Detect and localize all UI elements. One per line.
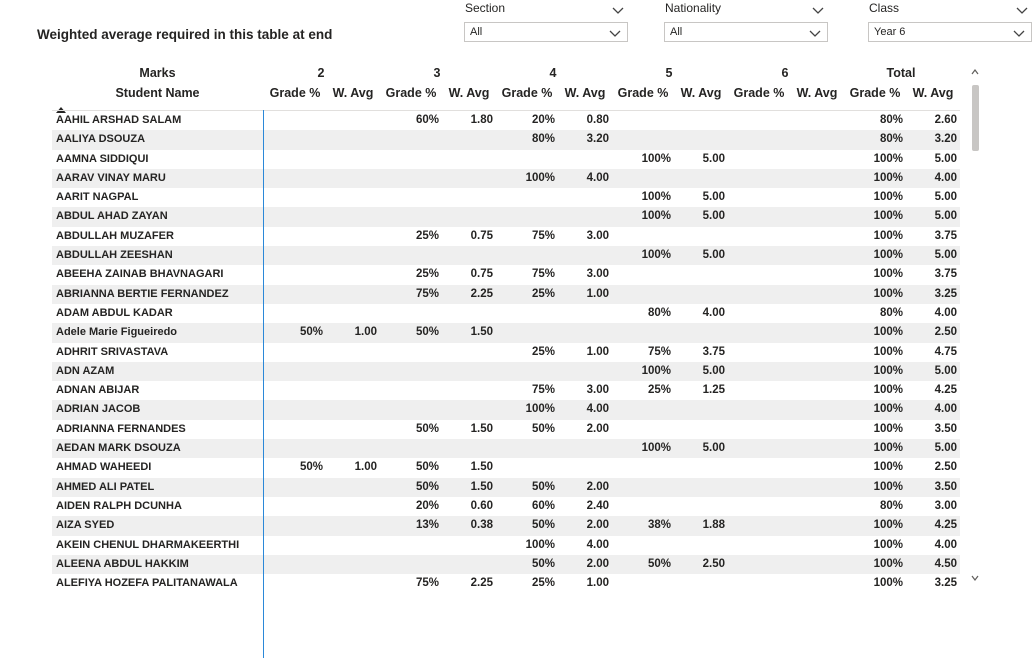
page-title: Weighted average required in this table at end (37, 27, 333, 42)
wavg-cell: 3.00 (586, 384, 609, 397)
grade-pct-cell: 100% (873, 345, 903, 358)
class-dropdown-value: Year 6 (874, 26, 906, 38)
wavg-cell: 1.00 (586, 577, 609, 590)
student-name-cell: ABDUL AHAD ZAYAN (56, 210, 168, 223)
wavg-cell: 2.25 (470, 287, 493, 300)
grade-pct-cell: 60% (531, 499, 555, 512)
wavg-cell: 4.00 (934, 538, 957, 551)
table-row[interactable] (52, 169, 960, 188)
wavg-cell: 3.50 (934, 480, 957, 493)
slicer-nationality-label: Nationality (665, 1, 722, 15)
slicer-section-label: Section (465, 1, 506, 15)
table-row[interactable] (52, 207, 960, 226)
table-row[interactable] (52, 400, 960, 419)
section-dropdown[interactable] (464, 22, 628, 42)
wavg-cell: 5.00 (934, 152, 957, 165)
table-row[interactable] (52, 111, 960, 130)
grade-pct-cell: 100% (873, 538, 903, 551)
grade-pct-header[interactable]: Grade % (617, 86, 669, 100)
table-row[interactable] (52, 420, 960, 439)
table-row[interactable] (52, 439, 960, 458)
grade-pct-cell: 50% (299, 461, 323, 474)
grade-pct-cell: 75% (415, 577, 439, 590)
grade-pct-cell: 20% (415, 499, 439, 512)
student-name-cell: AEDAN MARK DSOUZA (56, 442, 181, 455)
grade-pct-cell: 100% (873, 268, 903, 281)
table-row[interactable] (52, 343, 960, 362)
wavg-cell: 5.00 (702, 210, 725, 223)
grade-pct-cell: 25% (415, 229, 439, 242)
grade-pct-cell: 50% (531, 480, 555, 493)
wavg-cell: 2.40 (586, 499, 609, 512)
student-name-cell: Adele Marie Figueiredo (56, 326, 178, 339)
grade-pct-cell: 100% (525, 171, 555, 184)
table-row[interactable] (52, 478, 960, 497)
grade-pct-cell: 100% (641, 210, 671, 223)
wavg-cell: 4.00 (934, 171, 957, 184)
wavg-cell: 3.20 (586, 133, 609, 146)
wavg-cell: 2.50 (934, 461, 957, 474)
grade-pct-header[interactable]: Grade % (849, 86, 901, 100)
wavg-cell: 0.75 (470, 268, 493, 281)
table-row[interactable] (52, 130, 960, 149)
vertical-scrollbar[interactable] (969, 63, 981, 595)
grade-pct-cell: 25% (531, 345, 555, 358)
wavg-cell: 0.75 (470, 229, 493, 242)
grade-group-header[interactable]: 3 (433, 66, 441, 80)
student-name-cell: ADRIAN JACOB (56, 403, 141, 416)
wavg-cell: 1.00 (354, 461, 377, 474)
wavg-cell: 3.75 (934, 268, 957, 281)
scroll-down-icon[interactable] (971, 573, 979, 583)
slicer-class-label: Class (869, 1, 900, 15)
grade-group-header[interactable]: 4 (549, 66, 557, 80)
class-dropdown[interactable] (868, 22, 1032, 42)
grade-pct-cell: 25% (647, 384, 671, 397)
student-name-cell: ABDULLAH MUZAFER (56, 229, 174, 242)
grade-pct-cell: 100% (873, 403, 903, 416)
grade-pct-cell: 100% (873, 519, 903, 532)
grade-pct-cell: 100% (873, 577, 903, 590)
grade-pct-cell: 100% (641, 364, 671, 377)
grade-pct-cell: 80% (647, 306, 671, 319)
wavg-cell: 4.00 (934, 403, 957, 416)
grade-pct-cell: 100% (873, 384, 903, 397)
scrollbar-thumb[interactable] (972, 85, 979, 151)
student-name-cell: ADHRIT SRIVASTAVA (56, 345, 169, 358)
student-name-cell: AIDEN RALPH DCUNHA (56, 499, 182, 512)
table-row[interactable] (52, 574, 960, 593)
chevron-down-icon[interactable] (1016, 2, 1028, 20)
grade-pct-cell: 50% (415, 326, 439, 339)
wavg-cell: 2.00 (586, 557, 609, 570)
student-name-cell: ADNAN ABIJAR (56, 384, 140, 397)
grade-pct-cell: 50% (647, 557, 671, 570)
grade-pct-cell: 50% (415, 461, 439, 474)
wavg-cell: 5.00 (934, 249, 957, 262)
grade-pct-cell: 100% (873, 442, 903, 455)
grade-pct-header[interactable]: Grade % (733, 86, 785, 100)
wavg-cell: 1.50 (470, 480, 493, 493)
wavg-cell: 3.25 (934, 577, 957, 590)
wavg-cell: 4.00 (586, 538, 609, 551)
wavg-cell: 4.50 (934, 557, 957, 570)
wavg-cell: 3.00 (934, 499, 957, 512)
student-name-cell: AHMAD WAHEEDI (56, 461, 152, 474)
student-name-cell: AHMED ALI PATEL (56, 480, 155, 493)
section-dropdown-value: All (470, 26, 483, 38)
table-row[interactable] (52, 150, 960, 169)
grade-pct-cell: 100% (873, 152, 903, 165)
table-row[interactable] (52, 458, 960, 477)
grade-pct-cell: 50% (531, 519, 555, 532)
grade-pct-cell: 100% (641, 442, 671, 455)
wavg-cell: 5.00 (702, 364, 725, 377)
grade-pct-cell: 100% (873, 249, 903, 262)
grade-pct-cell: 100% (873, 171, 903, 184)
wavg-cell: 0.60 (470, 499, 493, 512)
student-name-cell: AAMNA SIDDIQUI (56, 152, 149, 165)
student-name-cell: ABEEHA ZAINAB BHAVNAGARI (56, 268, 224, 281)
grade-pct-cell: 50% (415, 480, 439, 493)
wavg-cell: 4.00 (586, 171, 609, 184)
wavg-cell: 4.00 (934, 306, 957, 319)
grade-pct-cell: 50% (415, 422, 439, 435)
grade-pct-header[interactable]: Grade % (501, 86, 553, 100)
wavg-header[interactable]: W. Avg (564, 86, 606, 100)
wavg-cell: 1.00 (586, 345, 609, 358)
grade-pct-cell: 75% (531, 384, 555, 397)
student-name-cell: ADN AZAM (56, 364, 115, 377)
table-row[interactable] (52, 381, 960, 400)
slicer-nationality (664, 0, 828, 44)
table-row[interactable] (52, 227, 960, 246)
student-name-cell: AAHIL ARSHAD SALAM (56, 114, 182, 126)
wavg-cell: 2.00 (586, 422, 609, 435)
wavg-cell: 4.00 (702, 306, 725, 319)
table-row[interactable] (52, 516, 960, 535)
grade-pct-cell: 25% (531, 287, 555, 300)
wavg-cell: 5.00 (934, 210, 957, 223)
grade-pct-cell: 100% (873, 210, 903, 223)
wavg-cell: 1.50 (470, 461, 493, 474)
student-name-cell: ADRIANNA FERNANDES (56, 422, 186, 435)
grade-pct-cell: 25% (531, 577, 555, 590)
grade-pct-cell: 100% (525, 538, 555, 551)
scroll-up-icon[interactable] (971, 67, 979, 77)
grade-pct-cell: 100% (873, 364, 903, 377)
grade-pct-cell: 20% (531, 114, 555, 126)
wavg-cell: 4.75 (934, 345, 957, 358)
chevron-down-icon[interactable] (812, 2, 824, 20)
table-row[interactable] (52, 362, 960, 381)
table-row[interactable] (52, 188, 960, 207)
table-row[interactable] (52, 304, 960, 323)
chevron-down-icon (609, 26, 621, 44)
wavg-cell: 3.00 (586, 268, 609, 281)
grade-pct-cell: 100% (873, 422, 903, 435)
wavg-cell: 5.00 (934, 364, 957, 377)
grade-pct-cell: 100% (873, 557, 903, 570)
wavg-cell: 5.00 (702, 442, 725, 455)
student-name-cell: AARAV VINAY MARU (56, 171, 166, 184)
wavg-cell: 2.50 (934, 326, 957, 339)
wavg-cell: 1.88 (702, 519, 725, 532)
student-name-cell: ABRIANNA BERTIE FERNANDEZ (56, 287, 229, 300)
wavg-cell: 4.25 (934, 384, 957, 397)
grade-pct-cell: 75% (531, 268, 555, 281)
wavg-cell: 1.00 (586, 287, 609, 300)
wavg-header[interactable]: W. Avg (796, 86, 838, 100)
wavg-cell: 1.80 (470, 114, 493, 126)
wavg-cell: 1.50 (470, 326, 493, 339)
wavg-cell: 2.25 (470, 577, 493, 590)
grade-pct-cell: 50% (531, 422, 555, 435)
student-name-cell: AKEIN CHENUL DHARMAKEERTHI (56, 538, 240, 551)
table-row[interactable] (52, 497, 960, 516)
grade-pct-cell: 100% (641, 152, 671, 165)
marks-header: Marks (139, 66, 176, 80)
grade-pct-cell: 75% (647, 345, 671, 358)
grade-pct-cell: 25% (415, 268, 439, 281)
wavg-header[interactable]: W. Avg (680, 86, 722, 100)
grade-group-header[interactable]: Total (886, 66, 916, 80)
grade-pct-cell: 80% (879, 499, 903, 512)
grade-pct-cell: 100% (873, 461, 903, 474)
table-row[interactable] (52, 323, 960, 342)
grade-pct-cell: 100% (641, 191, 671, 204)
table-row[interactable] (52, 285, 960, 304)
wavg-cell: 4.25 (934, 519, 957, 532)
column-header-row (52, 83, 960, 103)
grade-pct-cell: 100% (873, 480, 903, 493)
grade-pct-cell: 100% (873, 287, 903, 300)
student-name-cell: AALIYA DSOUZA (56, 133, 146, 146)
column-group-header-row (52, 63, 960, 83)
grade-pct-cell: 80% (879, 114, 903, 126)
grade-pct-cell: 80% (879, 133, 903, 146)
table-row[interactable] (52, 265, 960, 284)
grade-pct-cell: 100% (873, 191, 903, 204)
wavg-cell: 0.80 (586, 114, 609, 126)
grade-pct-header[interactable]: Grade % (269, 86, 321, 100)
wavg-header[interactable]: W. Avg (912, 86, 954, 100)
grade-group-header[interactable]: 2 (317, 66, 325, 80)
grade-pct-cell: 100% (525, 403, 555, 416)
wavg-cell: 5.00 (702, 152, 725, 165)
wavg-cell: 5.00 (934, 191, 957, 204)
wavg-cell: 2.50 (702, 557, 725, 570)
table-row[interactable] (52, 536, 960, 555)
student-name-cell: ALEFIYA HOZEFA PALITANAWALA (56, 577, 238, 590)
grade-pct-header[interactable]: Grade % (385, 86, 437, 100)
table-row[interactable] (52, 555, 960, 574)
wavg-cell: 4.00 (586, 403, 609, 416)
chevron-down-icon[interactable] (612, 2, 624, 20)
wavg-cell: 3.75 (934, 229, 957, 242)
student-name-header[interactable]: Student Name (115, 86, 200, 100)
grade-pct-cell: 80% (879, 306, 903, 319)
wavg-cell: 0.38 (470, 519, 493, 532)
wavg-cell: 2.00 (586, 519, 609, 532)
nationality-dropdown-value: All (670, 26, 683, 38)
table-row[interactable] (52, 246, 960, 265)
grade-group-header[interactable]: 6 (781, 66, 789, 80)
wavg-cell: 1.00 (354, 326, 377, 339)
wavg-cell: 3.25 (934, 287, 957, 300)
wavg-header[interactable]: W. Avg (448, 86, 490, 100)
grade-group-header[interactable]: 5 (665, 66, 673, 80)
grade-pct-cell: 13% (415, 519, 439, 532)
wavg-header[interactable]: W. Avg (332, 86, 374, 100)
wavg-cell: 1.50 (470, 422, 493, 435)
grade-pct-cell: 100% (873, 326, 903, 339)
wavg-cell: 3.20 (934, 133, 957, 146)
wavg-cell: 5.00 (934, 442, 957, 455)
student-name-cell: ADAM ABDUL KADAR (56, 306, 173, 319)
grade-pct-cell: 50% (299, 326, 323, 339)
wavg-cell: 2.60 (934, 114, 957, 126)
wavg-cell: 2.00 (586, 480, 609, 493)
grade-pct-cell: 100% (641, 249, 671, 262)
grade-pct-cell: 100% (873, 229, 903, 242)
wavg-cell: 3.75 (702, 345, 725, 358)
grade-pct-cell: 80% (531, 133, 555, 146)
wavg-cell: 5.00 (702, 191, 725, 204)
grade-pct-cell: 38% (647, 519, 671, 532)
student-name-cell: AARIT NAGPAL (56, 191, 139, 204)
nationality-dropdown[interactable] (664, 22, 828, 42)
chevron-down-icon (809, 26, 821, 44)
grade-pct-cell: 75% (415, 287, 439, 300)
slicer-class (868, 0, 1032, 44)
wavg-cell: 5.00 (702, 249, 725, 262)
wavg-cell: 1.25 (702, 384, 725, 397)
student-name-cell: ALEENA ABDUL HAKKIM (56, 557, 189, 570)
matrix-body (52, 111, 960, 593)
slicer-section (464, 0, 628, 44)
wavg-cell: 3.00 (586, 229, 609, 242)
grade-pct-cell: 50% (531, 557, 555, 570)
grade-pct-cell: 75% (531, 229, 555, 242)
chevron-down-icon (1013, 26, 1025, 44)
student-name-cell: AIZA SYED (56, 519, 115, 532)
row-header-divider (263, 110, 264, 658)
grade-pct-cell: 60% (415, 114, 439, 126)
student-name-cell: ABDULLAH ZEESHAN (56, 249, 173, 262)
wavg-cell: 3.50 (934, 422, 957, 435)
